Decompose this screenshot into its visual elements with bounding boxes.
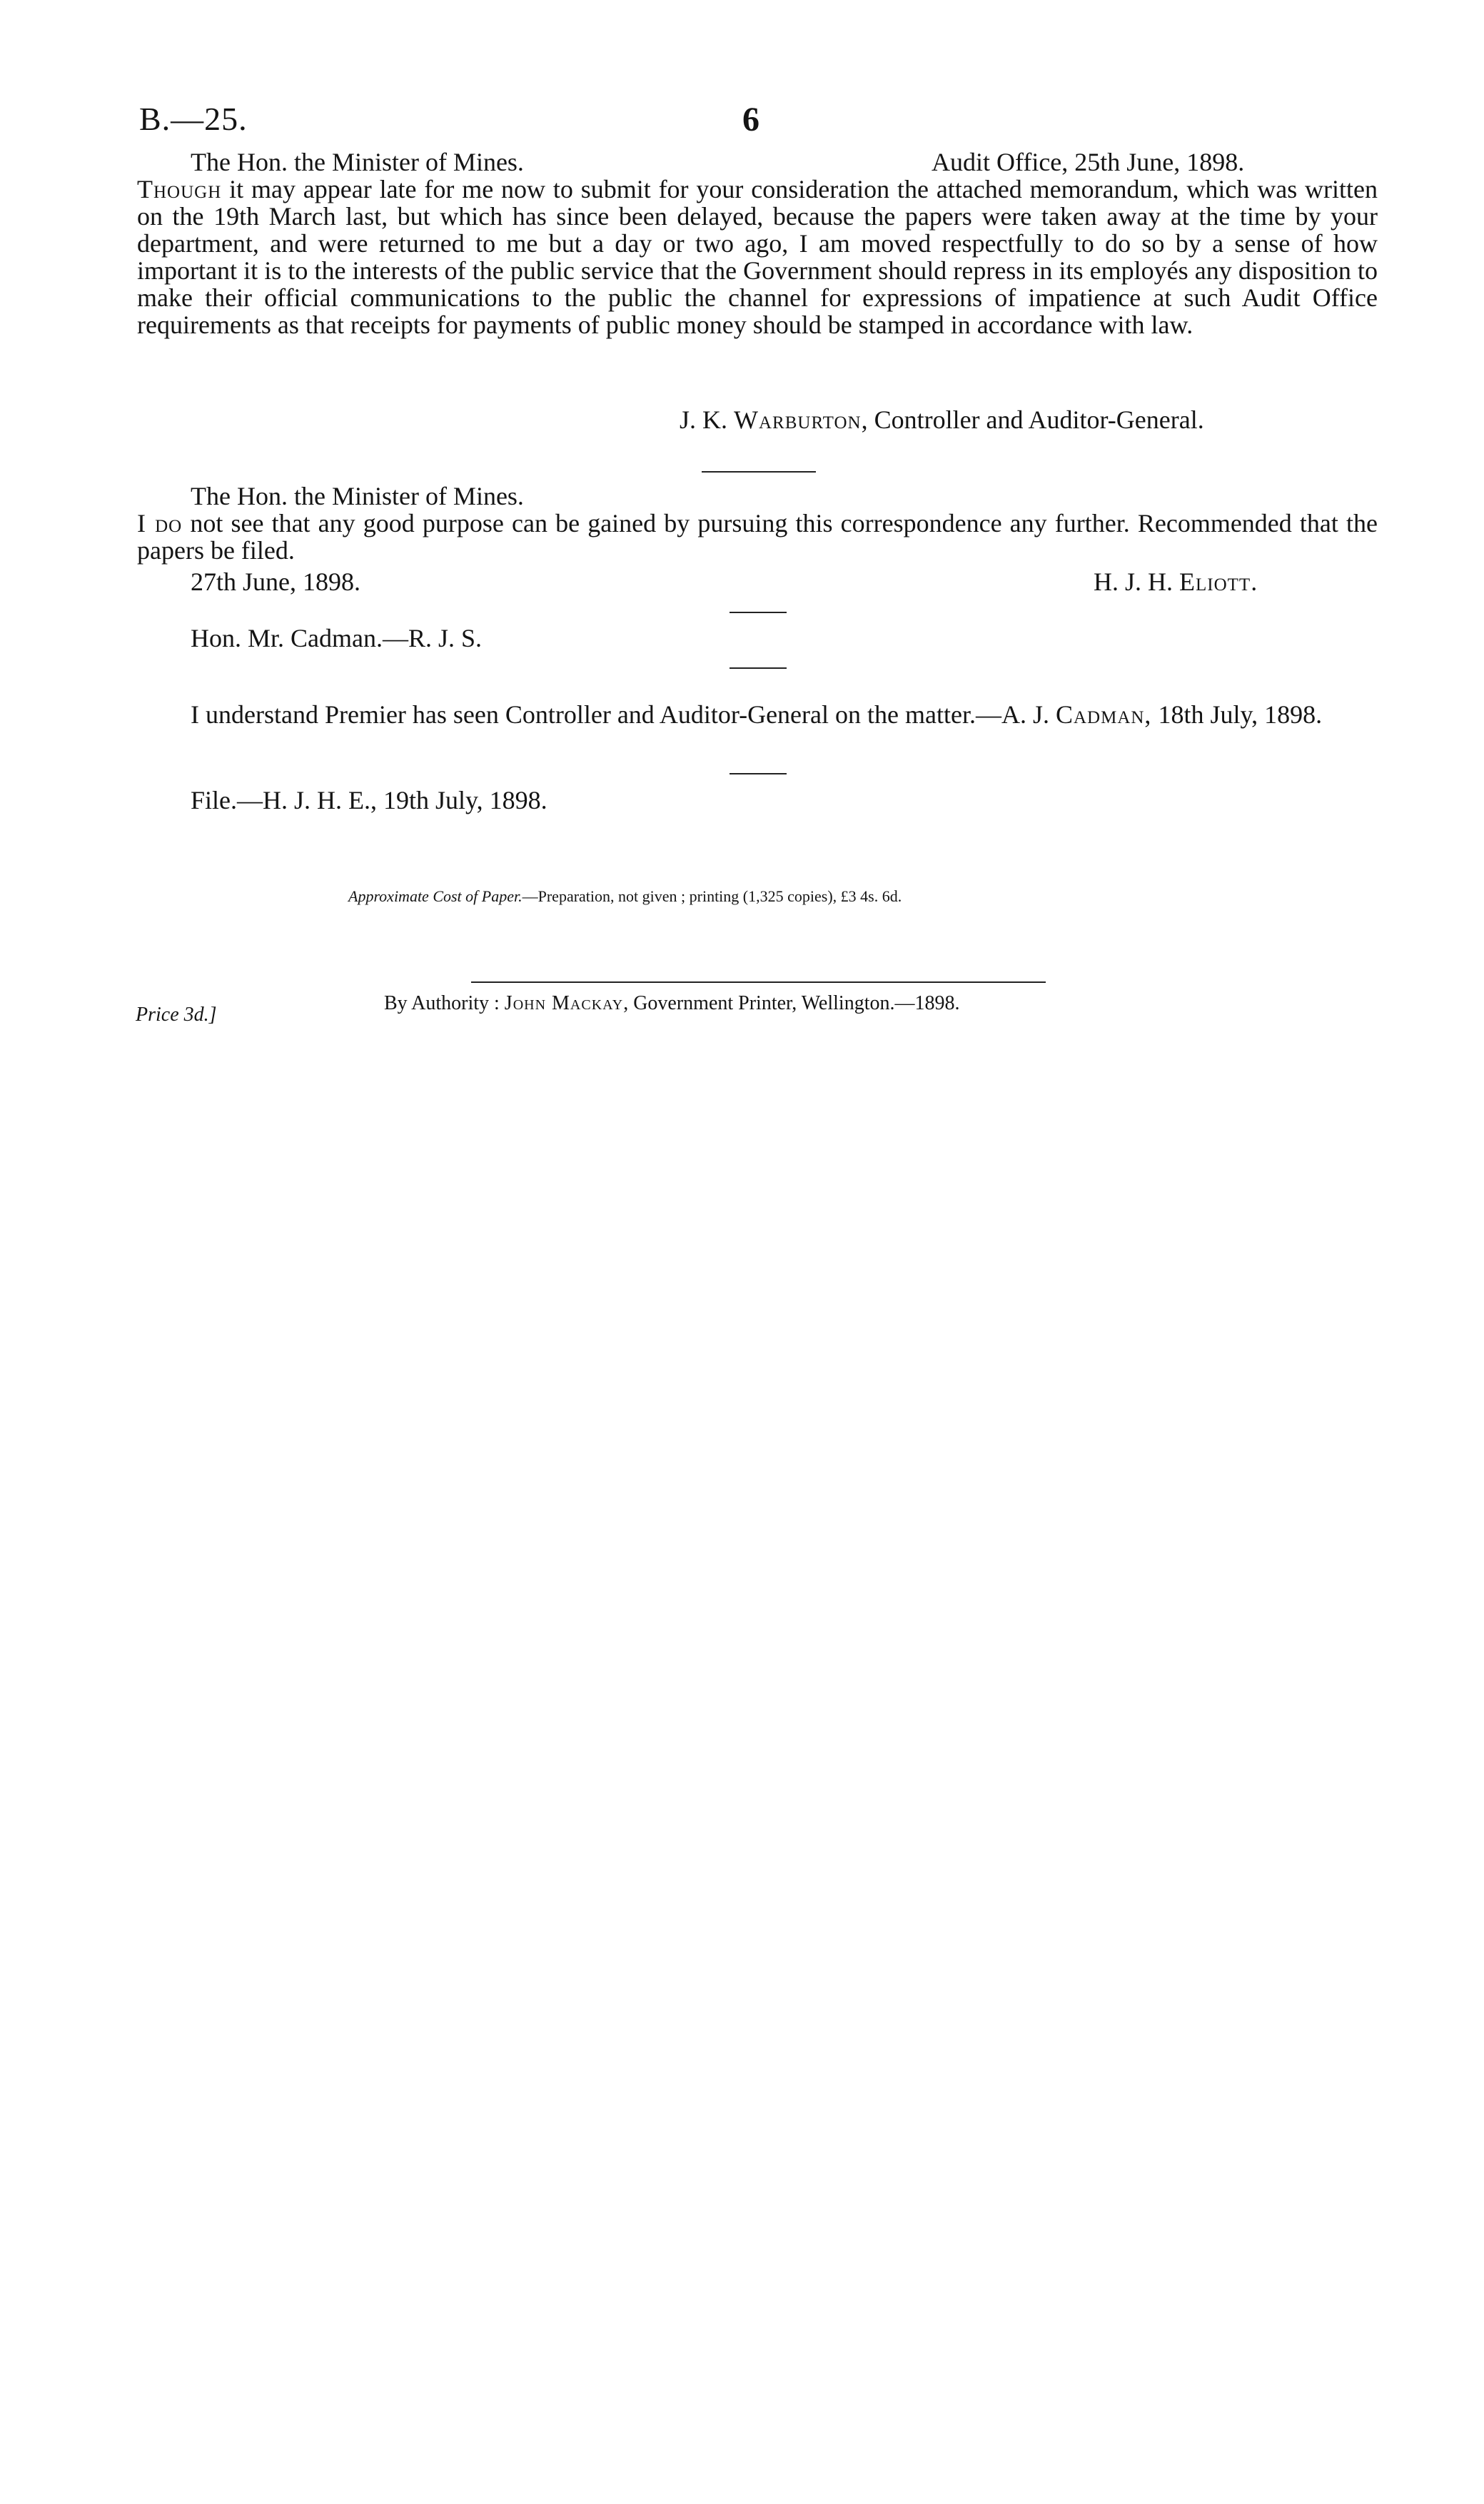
memo2-date: 27th June, 1898. [191, 567, 360, 596]
authority-suffix: , Government Printer, Wellington.—1898. [623, 992, 960, 1014]
footer-rule [471, 981, 1046, 983]
memo1-signature-name: Warburton [734, 405, 862, 434]
memo1-dateline: Audit Office, 25th June, 1898. [932, 148, 1245, 176]
memo2-signature-initials: H. J. H. [1094, 567, 1173, 596]
memo1-signature-initials: J. K. [680, 405, 728, 434]
memo2-body-text: not see that any good purpose can be gained by pursuing this correspondence any further. Recommended that the papers be filed. [137, 509, 1378, 565]
section-rule [702, 471, 816, 473]
minute2-body-text: I understand Premier has seen Controller and Auditor-General on the matter.—A. J. [191, 700, 1049, 729]
minute2-name: Cadman, [1055, 700, 1152, 729]
cost-of-paper [348, 887, 902, 906]
memo2-addressee: The Hon. the Minister of Mines. [191, 482, 524, 510]
price-label: Price 3d.] [136, 1004, 217, 1026]
authority-prefix: By Authority : [384, 992, 500, 1014]
section-rule [730, 667, 787, 669]
cost-text: —Preparation, not given ; printing (1,325 copies), £3 4s. 6d. [522, 887, 902, 905]
printer-authority [384, 992, 959, 1015]
cost-label: Approximate Cost of Paper. [348, 887, 523, 905]
memo2-signature-row [137, 568, 1378, 595]
printer-name: John Mackay [504, 992, 624, 1014]
memo2-body [137, 510, 1378, 564]
section-rule [730, 773, 787, 774]
memo1-body-text: it may appear late for me now to submit for your consideration the attached memorandum, which was written on the 19th March last, but which has since been delayed, because the papers were taken away at the time by your department, and were returned to me but a day or two ago, I am moved respectfully to do so by a sense of how important it is to the interests of the public service that the Government should repress in its employés any disposition to make their official communications to the public the channel for expressions of impatience at such Audit Office requirements as that receipts for payments of public money should be stamped in accordance with law. [137, 175, 1378, 339]
memo1-opening-word: Though [137, 175, 222, 203]
section-rule [730, 612, 787, 613]
minute3-text: File.—H. J. H. E., 19th July, 1898. [191, 786, 547, 814]
minute2-body [137, 701, 1378, 728]
memo1-signature-title: , Controller and Auditor-General. [861, 405, 1204, 434]
page-number: 6 [742, 101, 759, 138]
paper-reference: B.—25. [139, 101, 248, 137]
memo1-addressee: The Hon. the Minister of Mines. [191, 148, 524, 176]
memo1-heading [137, 148, 1378, 176]
memo1-body [137, 176, 1378, 338]
memo2-opening-word: I do [137, 509, 183, 537]
minute1-text: Hon. Mr. Cadman.—R. J. S. [191, 624, 483, 652]
memo2-signature-name: Eliott. [1179, 567, 1258, 596]
minute2-date: 18th July, 1898. [1158, 700, 1323, 729]
